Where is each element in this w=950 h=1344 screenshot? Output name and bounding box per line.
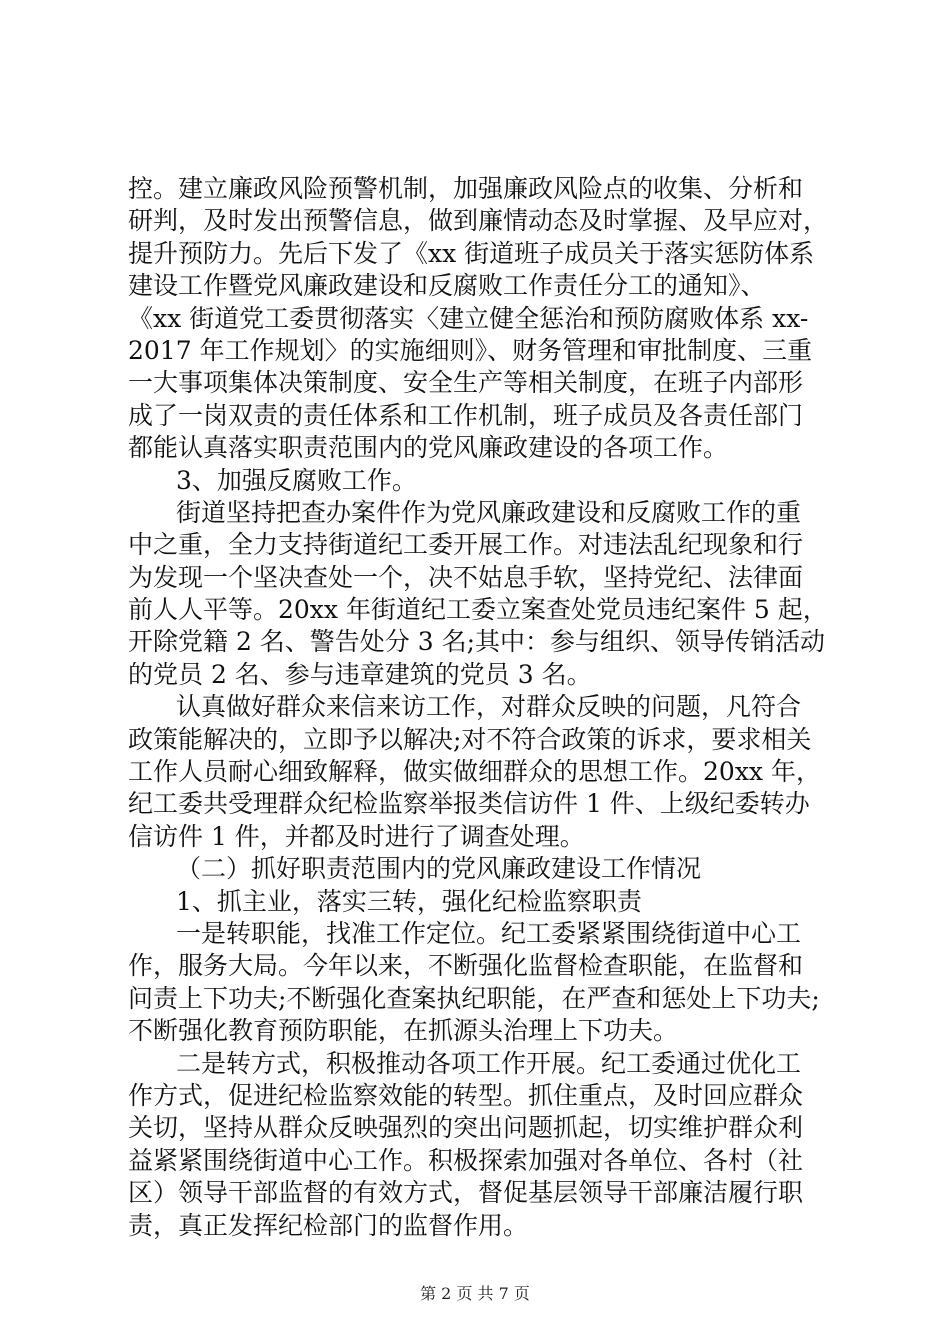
- text-line: 认真做好群众来信来访工作，对群众反映的问题，凡符合: [176, 692, 802, 722]
- text-line: 建设工作暨党风廉政建设和反腐败工作责任分工的通知》、: [128, 271, 766, 301]
- text-line: 控。建立廉政风险预警机制，加强廉政风险点的收集、分析和: [128, 174, 804, 203]
- text-line: 为发现一个坚决查处一个，决不姑息手软，坚持党纪、法律面: [128, 562, 804, 592]
- page-number-footer: 第 2 页 共 7 页: [420, 1284, 530, 1303]
- text-line: 3、加强反腐败工作。: [176, 465, 417, 495]
- text-line: 问责上下功夫;不断强化查案执纪职能，在严查和惩处上下功夫;: [128, 983, 820, 1013]
- text-line: 街道坚持把查办案件作为党风廉政建设和反腐败工作的重: [176, 497, 802, 527]
- text-line: 工作人员耐心细致解释，做实做细群众的思想工作。20xx 年，: [128, 757, 821, 787]
- text-line: 中之重，全力支持街道纪工委开展工作。对违法乱纪现象和行: [128, 530, 804, 560]
- text-line: 作方式，促进纪检监察效能的转型。抓住重点，及时回应群众: [128, 1080, 804, 1110]
- document-body: [128, 173, 848, 1242]
- text-line: 2017 年工作规划〉的实施细则》、财务管理和审批制度、三重: [128, 335, 813, 365]
- text-line: 一大事项集体决策制度、安全生产等相关制度，在班子内部形: [128, 368, 804, 398]
- text-line: 二是转方式，积极推动各项工作开展。纪工委通过优化工: [176, 1048, 802, 1078]
- text-line: 责，真正发挥纪检部门的监督作用。: [128, 1210, 529, 1240]
- text-line: 1、抓主业，落实三转，强化纪检监察职责: [176, 886, 642, 916]
- text-line: 都能认真落实职责范围内的党风廉政建设的各项工作。: [128, 433, 729, 463]
- text-line: 作，服务大局。今年以来，不断强化监督检查职能，在监督和: [128, 951, 804, 981]
- text-line: 关切，坚持从群众反映强烈的突出问题抓起，切实维护群众利: [128, 1113, 804, 1143]
- text-line: 成了一岗双责的责任体系和工作机制，班子成员及各责任部门: [128, 400, 804, 430]
- text-line: 一是转职能，找准工作定位。纪工委紧紧围绕街道中心工: [176, 918, 802, 948]
- text-line: 前人人平等。20xx 年街道纪工委立案查处党员违纪案件 5 起，: [128, 595, 828, 625]
- text-line: 的党员 2 名、参与违章建筑的党员 3 名。: [128, 659, 592, 689]
- text-line: 政策能解决的，立即予以解决;对不符合政策的诉求，要求相关: [128, 724, 812, 754]
- text-line: 益紧紧围绕街道中心工作。积极探索加强对各单位、各村（社: [128, 1145, 804, 1175]
- text-line: 开除党籍 2 名、警告处分 3 名;其中：参与组织、领导传销活动: [128, 627, 826, 657]
- text-line: 不断强化教育预防职能，在抓源头治理上下功夫。: [128, 1016, 679, 1046]
- text-line: 研判，及时发出预警信息，做到廉情动态及时掌握、及早应对，: [128, 206, 829, 236]
- text-line: 区）领导干部监督的有效方式，督促基层领导干部廉洁履行职: [128, 1178, 804, 1208]
- text-line: 提升预防力。先后下发了《xx 街道班子成员关于落实惩防体系: [128, 238, 815, 268]
- text-line: 信访件 1 件，并都及时进行了调查处理。: [128, 821, 585, 851]
- text-line: （二）抓好职责范围内的党风廉政建设工作情况: [176, 854, 702, 884]
- text-line: 纪工委共受理群众纪检监察举报类信访件 1 件、上级纪委转办: [128, 789, 810, 819]
- text-line: 《xx 街道党工委贯彻落实〈建立健全惩治和预防腐败体系 xx-: [128, 303, 809, 333]
